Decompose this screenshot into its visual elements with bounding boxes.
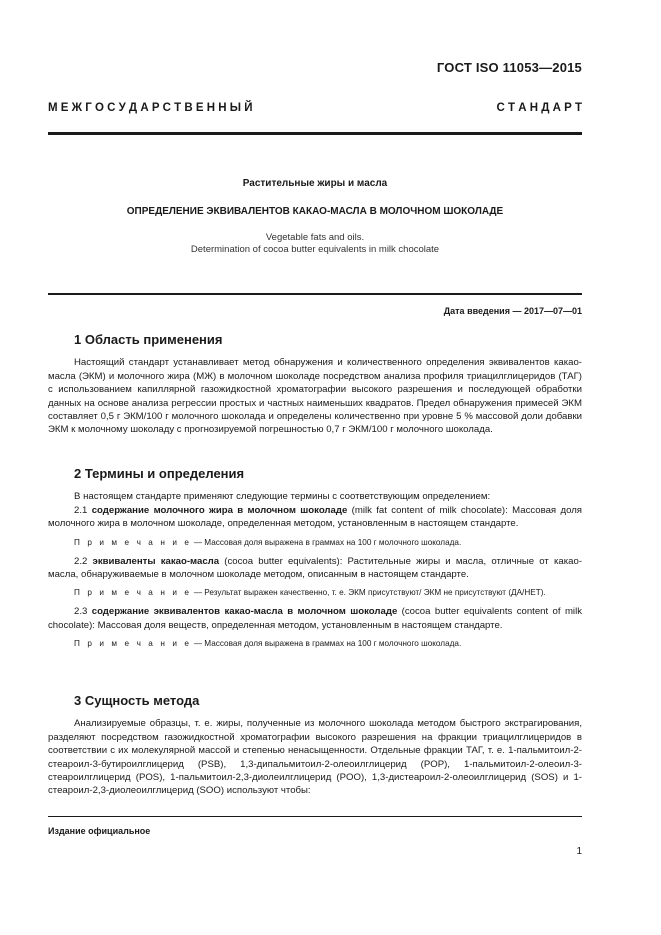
english-title-line-1: Vegetable fats and oils. bbox=[265, 232, 365, 243]
band-right-word: С Т А Н Д А Р Т bbox=[496, 102, 582, 114]
paragraph: В настоящем стандарте применяют следующие термины с соответствующим определением: bbox=[74, 491, 491, 503]
standard-number: ГОСТ ISO 11053—2015 bbox=[436, 60, 582, 75]
note-text: — Результат выражен качественно, т. е. ЭКМ присутствуют/ ЭКМ не присутствуют (ДА/НЕТ). bbox=[191, 588, 546, 598]
term-definition bbox=[48, 605, 582, 632]
title-rule bbox=[48, 293, 582, 295]
section-method-principle bbox=[48, 694, 582, 798]
english-title-line-2: Determination of cocoa butter equivalents in milk chocolate bbox=[190, 244, 440, 255]
term-name: содержание эквивалентов какао-масла в молочном шоколаде bbox=[91, 606, 398, 618]
term-number: 2.3 bbox=[74, 606, 88, 618]
header-rule bbox=[48, 132, 582, 135]
paragraph: Анализируемые образцы, т. е. жиры, полученные из молочного шоколада методом быстрого экстрагирования, разделяют посредством газожидкостной хроматографии высокого разрешения на фракции триацилглицеридов в соответствии с их молекулярной массой и степенью ненасыщенности. Отдельные фракции ТАГ, т. е. 1-пальмитоил-2-стеароил-3-бутироилглицерид (PSB), 1,3-дипальмитоил-2-олеоилглицерид (POP), 1-пальмитоил-2-олеоил-3-стеароилглицерид (POS), 1-пальмитоил-2,3-диолеилглицерид (POO), 1,3-дистеароил-2-олеоилглицерид (SOS) и 1-стеароил-2,3-диолеоилглицерид (SOO) используют чтобы: bbox=[48, 718, 582, 797]
standard-type-band bbox=[48, 102, 582, 114]
section-heading: 3 Сущность метода bbox=[74, 693, 200, 708]
term-name: содержание молочного жира в молочном шоколаде bbox=[91, 504, 348, 516]
term-definition bbox=[48, 504, 582, 531]
paragraph: Настоящий стандарт устанавливает метод обнаружения и количественного определения эквивалентов какао-масла (ЭКМ) и молочного жира (МЖ) в молочном шоколаде посредством анализа профиля триацилглицеридов (ТАГ) с использованием капиллярной газожидкостной хроматографии высокого разрешения и последующей обработки данных на основе анализа регрессии простых и частных наименьших квадратов. Предел обнаружения примесей ЭКМ составляет 0,5 г ЭКМ/100 г молочного шоколада и определены количественно при уровне 5 % массовой доли добавки ЭКМ к молочному шоколаду с прогнозируемой погрешностью 0,7 г ЭКМ/100 г молочного шоколада. bbox=[48, 357, 582, 436]
note-text: — Массовая доля выражена в граммах на 100 г молочного шоколада. bbox=[191, 639, 462, 649]
document-title: ОПРЕДЕЛЕНИЕ ЭКВИВАЛЕНТОВ КАКАО-МАСЛА В МОЛОЧНОМ ШОКОЛАДЕ bbox=[126, 206, 504, 217]
section-scope bbox=[48, 333, 582, 437]
title-category: Растительные жиры и масла bbox=[242, 178, 388, 189]
english-title bbox=[48, 232, 582, 256]
note-label: П р и м е ч а н и е bbox=[74, 639, 192, 649]
note-label: П р и м е ч а н и е bbox=[74, 588, 192, 598]
introduction-date: Дата введения — 2017—07—01 bbox=[443, 306, 582, 316]
term-number: 2.2 bbox=[74, 555, 88, 567]
term-definition bbox=[48, 555, 582, 582]
note-text: — Массовая доля выражена в граммах на 100 г молочного шоколада. bbox=[191, 537, 462, 547]
note bbox=[48, 638, 582, 650]
section-heading: 2 Термины и определения bbox=[74, 466, 245, 481]
term-name: эквиваленты какао-масла bbox=[92, 555, 220, 567]
term-text: (cocoa butter equivalents): Растительные жиры и масла, отличные от какао-масла, обнаруживаемые в молочном шоколаде методом, описанным в настоящем стандарте. bbox=[48, 555, 583, 581]
term-text: (cocoa butter equivalents content of milk chocolate): Массовая доля веществ, определенная методом, установленным в настоящем стандарте. bbox=[48, 606, 582, 631]
page-number: 1 bbox=[576, 846, 582, 857]
term-number: 2.1 bbox=[74, 504, 88, 516]
section-terms bbox=[48, 467, 582, 656]
footer-rule bbox=[48, 816, 582, 817]
note-label: П р и м е ч а н и е bbox=[74, 537, 192, 547]
note bbox=[48, 587, 582, 599]
term-text: (milk fat content of milk chocolate): Массовая доля молочного жира в молочном шоколаде, определенная методом, установленным в настоящем стандарте. bbox=[48, 504, 582, 530]
note bbox=[48, 537, 582, 549]
section-heading: 1 Область применения bbox=[74, 332, 223, 347]
band-left-word: М Е Ж Г О С У Д А Р С Т В Е Н Н Ы Й bbox=[48, 102, 253, 114]
official-edition-label: Издание официальное bbox=[48, 826, 151, 836]
